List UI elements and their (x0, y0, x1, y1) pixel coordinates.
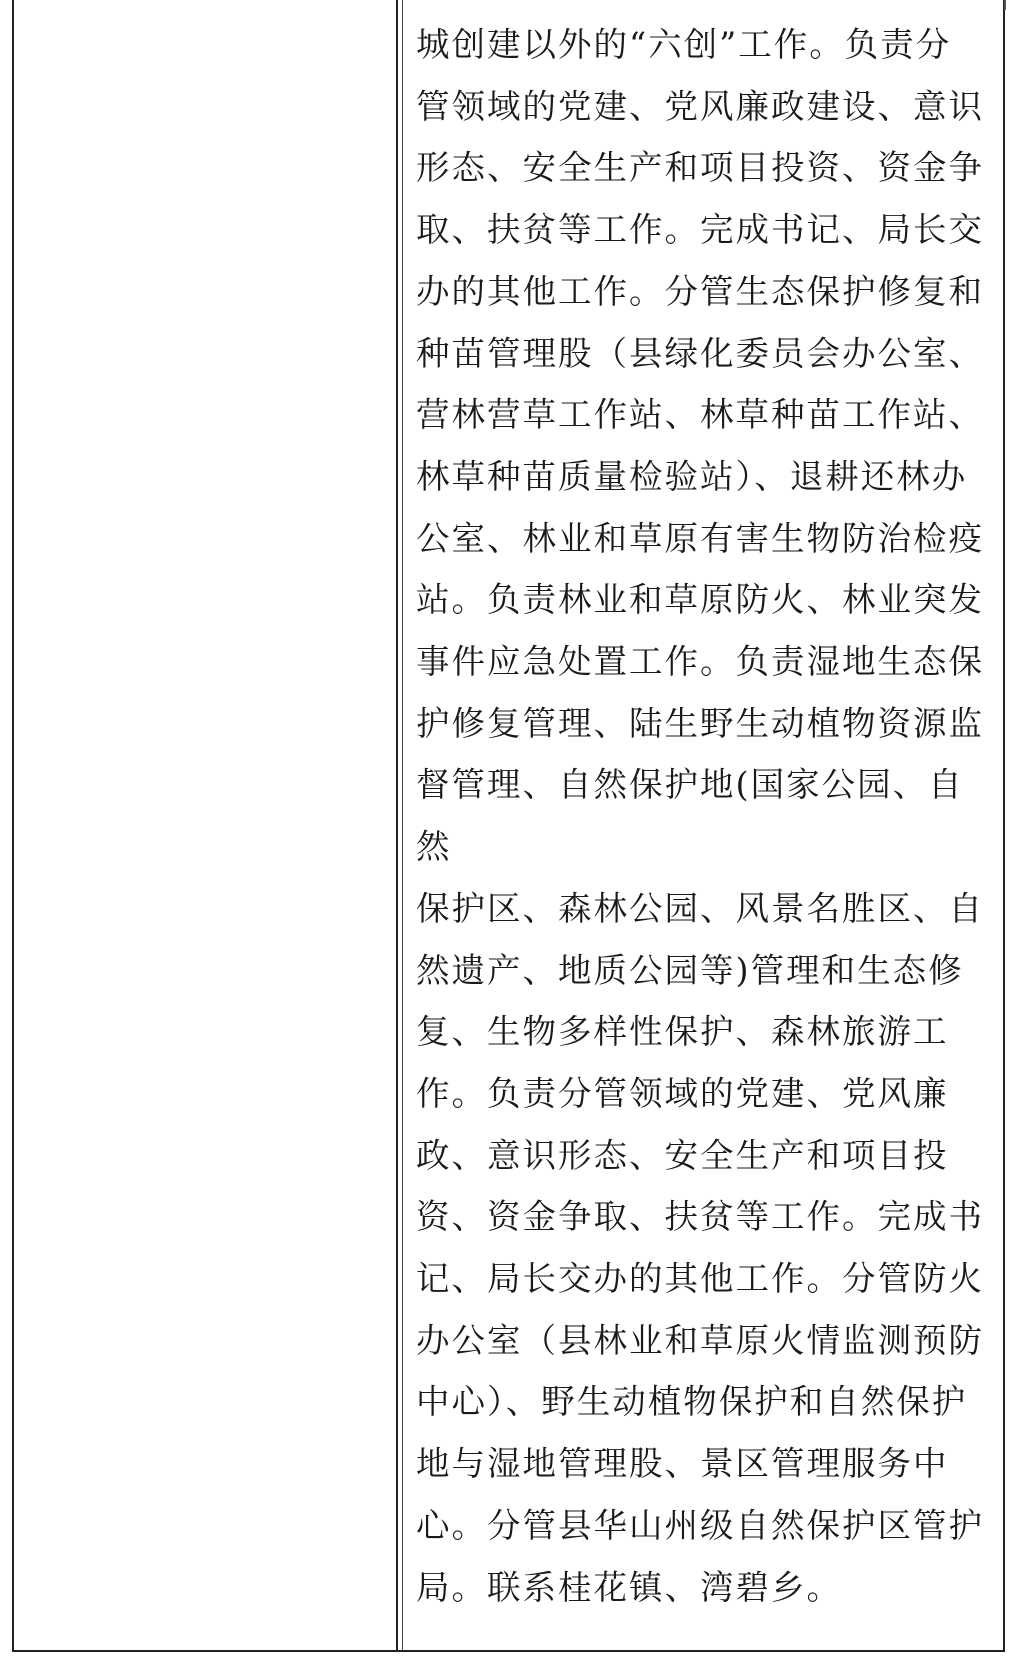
duty-description-text: 城创建以外的“六创”工作。负责分 管领域的党建、党风廉政建设、意识 形态、安全生产和项目投资、资金争 取、扶贫等工作。完成书记、局长交 办的其他工作。分管生态保护修复和 种苗管理股（县绿化委员会办公室、 营林营草工作站、林草种苗工作站、 林草种苗质量检验站）、退耕还林办 公室、林业和草原有害生物防治检疫 站。负责林业和草原防火、林业突发 事件应急处置工作。负责湿地生态保 护修复管理、陆生野生动植物资源监 督管理、自然保护地(国家公园、自然 保护区、森林公园、风景名胜区、自 然遗产、地质公园等)管理和生态修 复、生物多样性保护、森林旅游工 作。负责分管领域的党建、党风廉 政、意识形态、安全生产和项目投 资、资金争取、扶贫等工作。完成书 记、局长交办的其他工作。分管防火 办公室（县林业和草原火情监测预防 中心）、野生动植物保护和自然保护 地与湿地管理股、景区管理服务中 心。分管县华山州级自然保护区管护 局。联系桂花镇、湾碧乡。 (416, 25, 984, 1607)
table-cell-left-empty (14, 0, 396, 1650)
table-cell-duties (404, 0, 1004, 1650)
column-divider-inner (402, 0, 403, 1650)
duty-table (12, 0, 1005, 1652)
column-divider (396, 0, 398, 1650)
table-edge-mark (1004, 0, 1006, 10)
